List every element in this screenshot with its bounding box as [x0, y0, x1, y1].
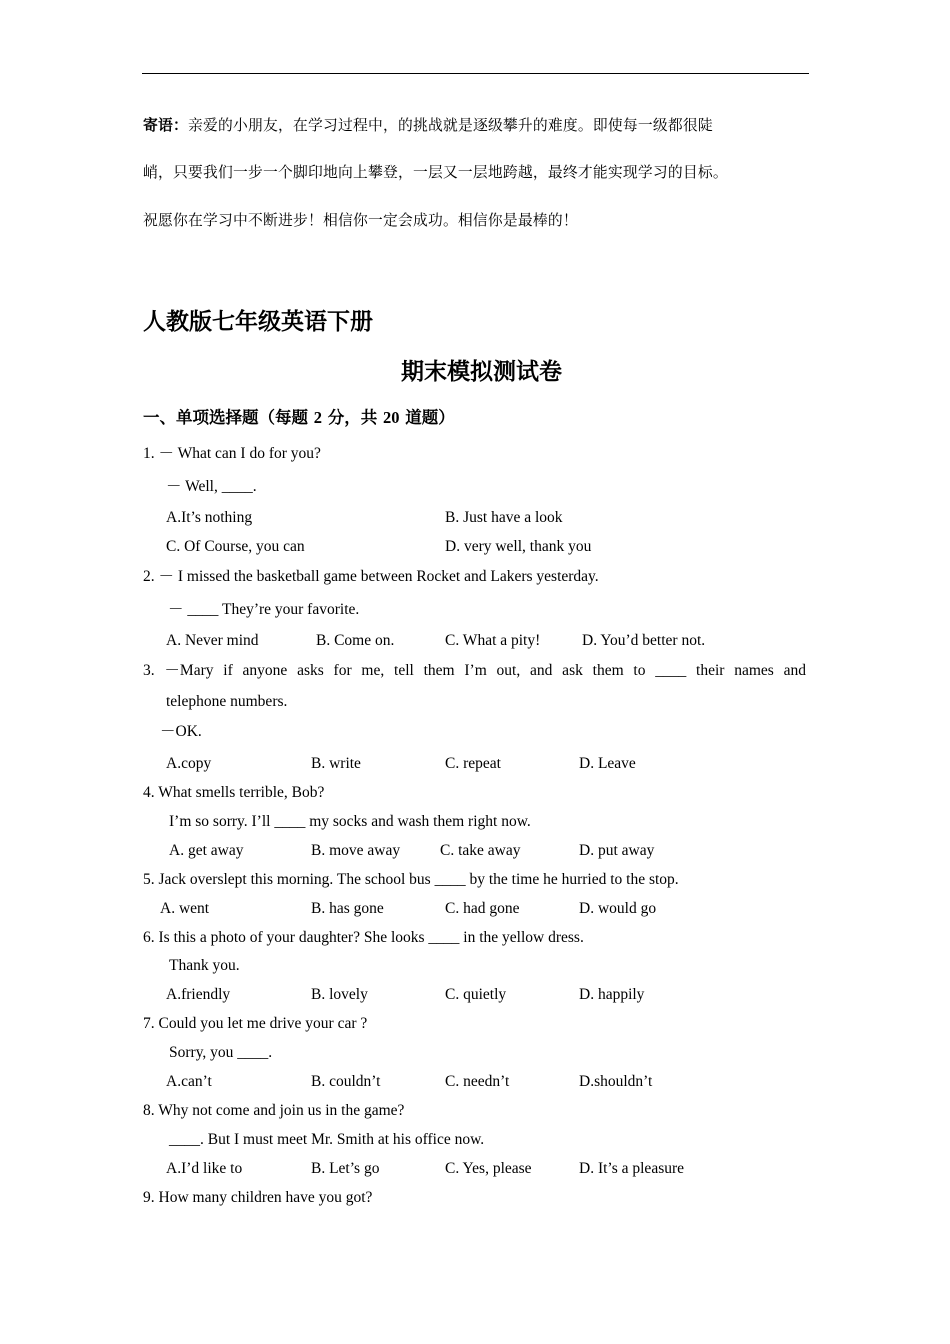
question-6-reply: Thank you.: [169, 957, 240, 974]
question-3-reply: －OK.: [160, 723, 202, 740]
question-6-option-b: B. lovely: [311, 986, 368, 1003]
question-6-stem: 6. Is this a photo of your daughter? She looks ____ in the yellow dress.: [143, 929, 584, 946]
question-1-option-a: A.It’s nothing: [166, 509, 253, 526]
question-3-option-a: A.copy: [166, 755, 212, 772]
question-9-stem: 9. How many children have you got?: [143, 1189, 373, 1206]
question-1-option-c: C. Of Course, you can: [166, 538, 305, 555]
question-5-option-b: B. has gone: [311, 900, 384, 917]
question-6-option-d: D. happily: [579, 986, 645, 1003]
greeting-line-1: 寄语：亲爱的小朋友，在学习过程中，的挑战就是逐级攀升的难度。即使每一级都很陡: [143, 117, 713, 134]
question-3-option-d: D. Leave: [579, 755, 636, 772]
document-subtitle: 期末模拟测试卷: [401, 359, 562, 385]
question-7-reply: Sorry, you ____.: [169, 1044, 273, 1061]
question-1-reply: － Well, ____.: [166, 478, 257, 495]
question-6-option-c: C. quietly: [445, 986, 507, 1003]
question-5-stem: 5. Jack overslept this morning. The school bus ____ by the time he hurried to the stop.: [143, 871, 679, 888]
question-4-stem: 4. What smells terrible, Bob?: [143, 784, 325, 801]
question-7-option-c: C. needn’t: [445, 1073, 510, 1090]
question-5-option-c: C. had gone: [445, 900, 520, 917]
question-1-stem: 1. － What can I do for you?: [143, 445, 321, 462]
question-8-reply: ____. But I must meet Mr. Smith at his office now.: [169, 1131, 485, 1148]
header-rule: [142, 73, 809, 74]
greeting-label: 寄语：: [143, 117, 188, 134]
question-4-reply: I’m so sorry. I’ll ____ my socks and wash them right now.: [169, 813, 531, 830]
question-6-option-a: A.friendly: [166, 986, 231, 1003]
question-2-option-c: C. What a pity!: [445, 632, 541, 649]
question-8-option-a: A.I’d like to: [166, 1160, 243, 1177]
question-8-option-d: D. It’s a pleasure: [579, 1160, 685, 1177]
greeting-line-3: 祝愿你在学习中不断进步！相信你一定会成功。相信你是最棒的！: [143, 212, 578, 229]
question-3-option-c: C. repeat: [445, 755, 501, 772]
question-2-option-b: B. Come on.: [316, 632, 395, 649]
question-4-option-b: B. move away: [311, 842, 401, 859]
question-3-stem: 3. －Mary if anyone asks for me, tell them I’m out, and ask them to ____ their names and: [143, 662, 806, 679]
question-7-option-d: D.shouldn’t: [579, 1073, 653, 1090]
document-title: 人教版七年级英语下册: [143, 309, 373, 335]
question-5-option-a: A. went: [160, 900, 210, 917]
greeting-line-2: 峭，只要我们一步一个脚印地向上攀登，一层又一层地跨越，最终才能实现学习的目标。: [143, 164, 728, 181]
question-3-stem-continued: telephone numbers.: [166, 693, 288, 710]
question-1-option-d: D. very well, thank you: [445, 538, 592, 555]
question-3-option-b: B. write: [311, 755, 361, 772]
question-8-option-b: B. Let’s go: [311, 1160, 380, 1177]
question-4-option-d: D. put away: [579, 842, 655, 859]
question-8-option-c: C. Yes, please: [445, 1160, 532, 1177]
question-4-option-c: C. take away: [440, 842, 521, 859]
question-2-stem: 2. － I missed the basketball game between Rocket and Lakers yesterday.: [143, 568, 599, 585]
question-5-option-d: D. would go: [579, 900, 657, 917]
question-7-stem: 7. Could you let me drive your car ?: [143, 1015, 368, 1032]
question-4-option-a: A. get away: [169, 842, 244, 859]
question-8-stem: 8. Why not come and join us in the game?: [143, 1102, 405, 1119]
question-2-option-a: A. Never mind: [166, 632, 259, 649]
question-2-reply: － ____ They’re your favorite.: [168, 601, 360, 618]
question-1-option-b: B. Just have a look: [445, 509, 563, 526]
question-7-option-b: B. couldn’t: [311, 1073, 381, 1090]
question-7-option-a: A.can’t: [166, 1073, 212, 1090]
section-heading: 一、单项选择题（每题 2 分，共 20 道题）: [143, 408, 455, 427]
question-2-option-d: D. You’d better not.: [582, 632, 706, 649]
